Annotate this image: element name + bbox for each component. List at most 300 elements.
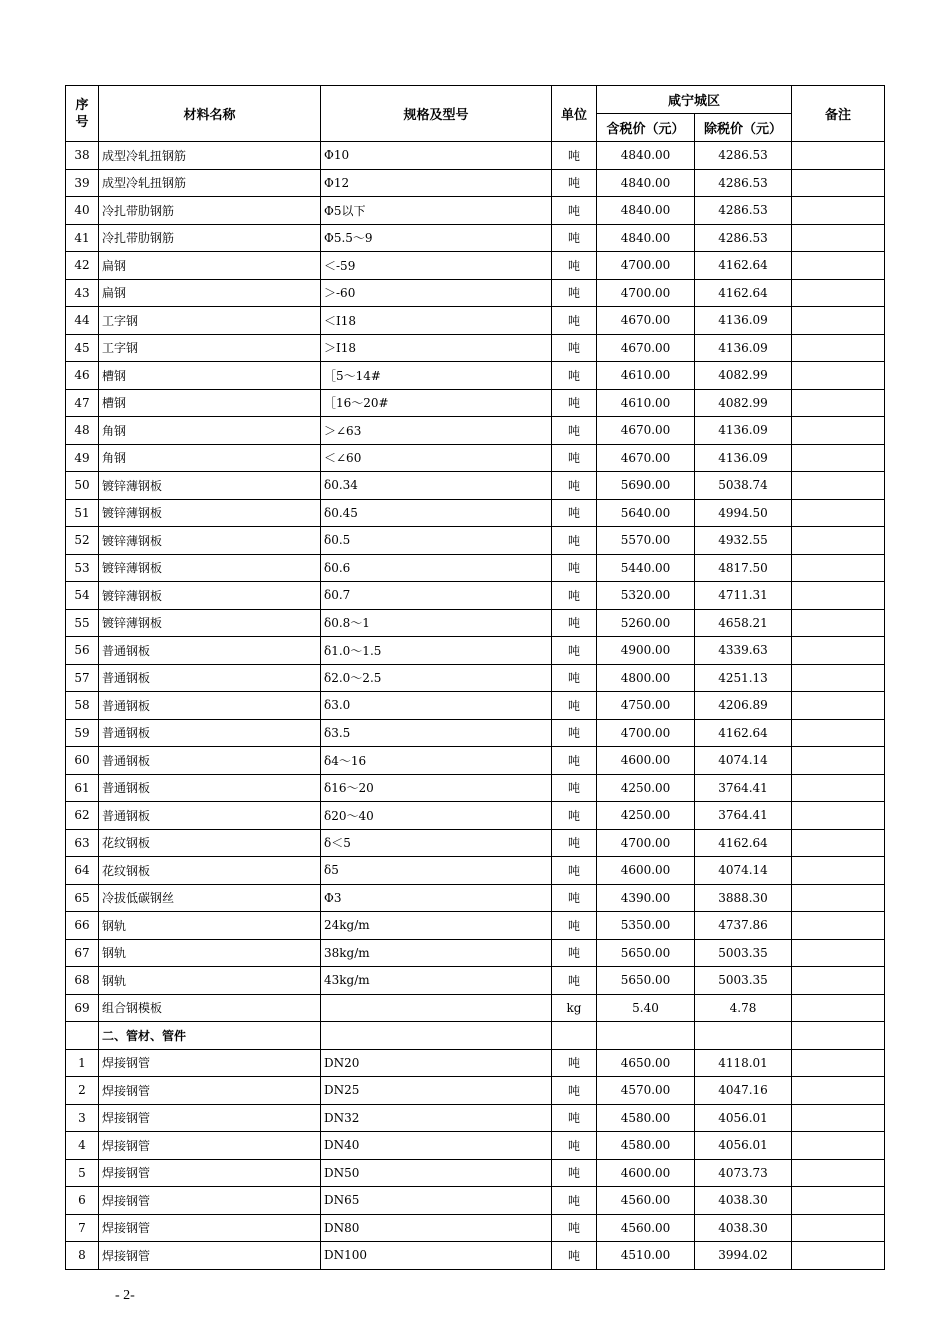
cell-seq: 45 bbox=[66, 334, 99, 362]
cell-price-excl-tax: 4136.09 bbox=[695, 444, 792, 472]
cell-remark bbox=[792, 939, 885, 967]
cell-remark bbox=[792, 967, 885, 995]
cell-price-incl-tax: 5.40 bbox=[597, 994, 695, 1022]
table-row bbox=[66, 774, 885, 802]
header-seq bbox=[66, 86, 99, 142]
cell-remark bbox=[792, 1049, 885, 1077]
cell-spec: ＜Ⅰ18 bbox=[321, 307, 552, 335]
cell-spec: ＞∠63 bbox=[321, 417, 552, 445]
cell-name: 扁钢 bbox=[99, 279, 321, 307]
cell-price-excl-tax: 4932.55 bbox=[695, 527, 792, 555]
table-row bbox=[66, 829, 885, 857]
cell-remark bbox=[792, 1159, 885, 1187]
cell-name: 钢轨 bbox=[99, 939, 321, 967]
cell-price-excl-tax: 4038.30 bbox=[695, 1187, 792, 1215]
table-row bbox=[66, 719, 885, 747]
cell-unit: 吨 bbox=[552, 664, 597, 692]
cell-name: 扁钢 bbox=[99, 252, 321, 280]
cell-seq: 43 bbox=[66, 279, 99, 307]
cell-unit: 吨 bbox=[552, 1104, 597, 1132]
cell-seq: 60 bbox=[66, 747, 99, 775]
cell-remark bbox=[792, 912, 885, 940]
cell-name: 普通钢板 bbox=[99, 774, 321, 802]
table-row bbox=[66, 362, 885, 390]
cell-price-incl-tax: 4510.00 bbox=[597, 1242, 695, 1270]
cell-unit: 吨 bbox=[552, 1077, 597, 1105]
cell-unit: 吨 bbox=[552, 417, 597, 445]
cell-seq: 51 bbox=[66, 499, 99, 527]
cell-remark bbox=[792, 1104, 885, 1132]
cell-spec: ＜∠60 bbox=[321, 444, 552, 472]
cell-name: 焊接钢管 bbox=[99, 1104, 321, 1132]
cell-name: 镀锌薄钢板 bbox=[99, 582, 321, 610]
section-row bbox=[66, 1022, 885, 1050]
cell-name: 焊接钢管 bbox=[99, 1077, 321, 1105]
cell-price-excl-tax: 4286.53 bbox=[695, 224, 792, 252]
cell-price-incl-tax: 4390.00 bbox=[597, 884, 695, 912]
cell-price-excl-tax: 4162.64 bbox=[695, 829, 792, 857]
cell-price-incl-tax: 4700.00 bbox=[597, 279, 695, 307]
cell-price-incl-tax: 4700.00 bbox=[597, 829, 695, 857]
cell-name: 角钢 bbox=[99, 444, 321, 472]
cell-spec: δ20～40 bbox=[321, 802, 552, 830]
cell-price-excl-tax: 4038.30 bbox=[695, 1214, 792, 1242]
cell-remark bbox=[792, 1242, 885, 1270]
cell-seq bbox=[66, 1022, 99, 1050]
cell-price-excl-tax: 4074.14 bbox=[695, 857, 792, 885]
cell-price-incl-tax: 4650.00 bbox=[597, 1049, 695, 1077]
table-row bbox=[66, 637, 885, 665]
cell-price-incl-tax: 4560.00 bbox=[597, 1214, 695, 1242]
cell-spec: δ0.6 bbox=[321, 554, 552, 582]
cell-spec: ＜-59 bbox=[321, 252, 552, 280]
cell-price-excl-tax: 3764.41 bbox=[695, 802, 792, 830]
cell-price-excl-tax: 4286.53 bbox=[695, 142, 792, 170]
cell-price-excl-tax: 5038.74 bbox=[695, 472, 792, 500]
cell-unit: 吨 bbox=[552, 912, 597, 940]
cell-remark bbox=[792, 774, 885, 802]
price-table bbox=[65, 85, 885, 1270]
table-row bbox=[66, 802, 885, 830]
cell-price-incl-tax: 4840.00 bbox=[597, 169, 695, 197]
cell-name: 槽钢 bbox=[99, 362, 321, 390]
cell-spec: Φ10 bbox=[321, 142, 552, 170]
cell-remark bbox=[792, 857, 885, 885]
table-row bbox=[66, 142, 885, 170]
cell-price-excl-tax: 4286.53 bbox=[695, 169, 792, 197]
cell-price-incl-tax bbox=[597, 1022, 695, 1050]
cell-price-excl-tax: 5003.35 bbox=[695, 939, 792, 967]
cell-price-excl-tax: 3888.30 bbox=[695, 884, 792, 912]
cell-price-excl-tax: 4251.13 bbox=[695, 664, 792, 692]
cell-price-incl-tax: 5640.00 bbox=[597, 499, 695, 527]
table-row bbox=[66, 197, 885, 225]
cell-spec: ［16～20# bbox=[321, 389, 552, 417]
cell-remark bbox=[792, 664, 885, 692]
cell-price-incl-tax: 4840.00 bbox=[597, 142, 695, 170]
cell-spec: δ5 bbox=[321, 857, 552, 885]
table-row bbox=[66, 857, 885, 885]
cell-name: 工字钢 bbox=[99, 307, 321, 335]
cell-remark bbox=[792, 169, 885, 197]
cell-unit: 吨 bbox=[552, 252, 597, 280]
cell-price-incl-tax: 4840.00 bbox=[597, 197, 695, 225]
cell-spec: δ3.0 bbox=[321, 692, 552, 720]
cell-remark bbox=[792, 1187, 885, 1215]
cell-price-excl-tax: 3764.41 bbox=[695, 774, 792, 802]
table-row bbox=[66, 994, 885, 1022]
table-row bbox=[66, 472, 885, 500]
cell-price-incl-tax: 4670.00 bbox=[597, 417, 695, 445]
cell-seq: 44 bbox=[66, 307, 99, 335]
cell-price-incl-tax: 5260.00 bbox=[597, 609, 695, 637]
cell-unit: 吨 bbox=[552, 197, 597, 225]
table-row bbox=[66, 1187, 885, 1215]
cell-spec: DN20 bbox=[321, 1049, 552, 1077]
cell-spec: δ0.7 bbox=[321, 582, 552, 610]
cell-price-excl-tax: 4056.01 bbox=[695, 1104, 792, 1132]
cell-price-incl-tax: 5350.00 bbox=[597, 912, 695, 940]
table-row bbox=[66, 692, 885, 720]
cell-price-excl-tax: 4136.09 bbox=[695, 334, 792, 362]
cell-price-incl-tax: 5650.00 bbox=[597, 967, 695, 995]
table-row bbox=[66, 527, 885, 555]
cell-name: 镀锌薄钢板 bbox=[99, 527, 321, 555]
cell-spec: δ2.0～2.5 bbox=[321, 664, 552, 692]
cell-remark bbox=[792, 197, 885, 225]
cell-seq: 6 bbox=[66, 1187, 99, 1215]
cell-unit: 吨 bbox=[552, 1159, 597, 1187]
cell-price-incl-tax: 4840.00 bbox=[597, 224, 695, 252]
table-row bbox=[66, 1242, 885, 1270]
table-row bbox=[66, 664, 885, 692]
cell-spec: δ4～16 bbox=[321, 747, 552, 775]
cell-price-incl-tax: 4600.00 bbox=[597, 747, 695, 775]
cell-price-incl-tax: 5650.00 bbox=[597, 939, 695, 967]
cell-remark bbox=[792, 279, 885, 307]
cell-remark bbox=[792, 362, 885, 390]
cell-remark bbox=[792, 637, 885, 665]
cell-unit: 吨 bbox=[552, 1187, 597, 1215]
cell-price-excl-tax: 4082.99 bbox=[695, 362, 792, 390]
cell-name: 槽钢 bbox=[99, 389, 321, 417]
cell-spec: Φ12 bbox=[321, 169, 552, 197]
cell-name: 工字钢 bbox=[99, 334, 321, 362]
cell-seq: 61 bbox=[66, 774, 99, 802]
table-row bbox=[66, 444, 885, 472]
cell-price-incl-tax: 4610.00 bbox=[597, 362, 695, 390]
cell-name: 镀锌薄钢板 bbox=[99, 609, 321, 637]
cell-remark bbox=[792, 224, 885, 252]
cell-unit: 吨 bbox=[552, 1132, 597, 1160]
cell-spec: ［5～14# bbox=[321, 362, 552, 390]
cell-seq: 53 bbox=[66, 554, 99, 582]
cell-price-excl-tax: 4074.14 bbox=[695, 747, 792, 775]
cell-unit bbox=[552, 1022, 597, 1050]
cell-seq: 64 bbox=[66, 857, 99, 885]
cell-price-incl-tax: 5440.00 bbox=[597, 554, 695, 582]
cell-seq: 46 bbox=[66, 362, 99, 390]
cell-remark bbox=[792, 444, 885, 472]
cell-spec: δ1.0～1.5 bbox=[321, 637, 552, 665]
cell-name: 镀锌薄钢板 bbox=[99, 472, 321, 500]
cell-seq: 39 bbox=[66, 169, 99, 197]
cell-unit: 吨 bbox=[552, 939, 597, 967]
cell-name: 焊接钢管 bbox=[99, 1159, 321, 1187]
cell-price-excl-tax: 4339.63 bbox=[695, 637, 792, 665]
cell-remark bbox=[792, 884, 885, 912]
cell-price-incl-tax: 4900.00 bbox=[597, 637, 695, 665]
cell-unit: 吨 bbox=[552, 224, 597, 252]
table-row bbox=[66, 747, 885, 775]
cell-seq: 67 bbox=[66, 939, 99, 967]
cell-remark bbox=[792, 1077, 885, 1105]
cell-seq: 3 bbox=[66, 1104, 99, 1132]
cell-remark bbox=[792, 582, 885, 610]
table-row bbox=[66, 307, 885, 335]
cell-spec: δ0.34 bbox=[321, 472, 552, 500]
cell-seq: 5 bbox=[66, 1159, 99, 1187]
cell-name: 普通钢板 bbox=[99, 802, 321, 830]
page-number: - 2- bbox=[115, 1288, 135, 1303]
cell-unit: 吨 bbox=[552, 307, 597, 335]
cell-price-incl-tax: 4700.00 bbox=[597, 252, 695, 280]
cell-seq: 54 bbox=[66, 582, 99, 610]
cell-seq: 50 bbox=[66, 472, 99, 500]
cell-remark bbox=[792, 1022, 885, 1050]
cell-seq: 63 bbox=[66, 829, 99, 857]
cell-name: 普通钢板 bbox=[99, 692, 321, 720]
table-row bbox=[66, 252, 885, 280]
cell-price-incl-tax: 4600.00 bbox=[597, 857, 695, 885]
cell-seq: 40 bbox=[66, 197, 99, 225]
cell-spec: DN50 bbox=[321, 1159, 552, 1187]
cell-price-incl-tax: 4670.00 bbox=[597, 334, 695, 362]
cell-seq: 55 bbox=[66, 609, 99, 637]
cell-price-incl-tax: 5690.00 bbox=[597, 472, 695, 500]
cell-spec: ＞Ⅰ18 bbox=[321, 334, 552, 362]
table-row bbox=[66, 912, 885, 940]
cell-seq: 58 bbox=[66, 692, 99, 720]
cell-price-incl-tax: 4670.00 bbox=[597, 444, 695, 472]
cell-spec: δ0.5 bbox=[321, 527, 552, 555]
cell-seq: 47 bbox=[66, 389, 99, 417]
cell-unit: 吨 bbox=[552, 609, 597, 637]
cell-name: 普通钢板 bbox=[99, 664, 321, 692]
cell-seq: 59 bbox=[66, 719, 99, 747]
cell-spec: 38kg/m bbox=[321, 939, 552, 967]
header-unit: 单位 bbox=[552, 86, 597, 142]
cell-unit: 吨 bbox=[552, 884, 597, 912]
cell-name: 成型冷轧扭钢筋 bbox=[99, 142, 321, 170]
cell-price-incl-tax: 4250.00 bbox=[597, 802, 695, 830]
cell-name: 镀锌薄钢板 bbox=[99, 554, 321, 582]
header-region: 咸宁城区 bbox=[597, 86, 792, 114]
table-row bbox=[66, 967, 885, 995]
cell-spec: DN80 bbox=[321, 1214, 552, 1242]
cell-spec: δ0.8～1 bbox=[321, 609, 552, 637]
cell-price-excl-tax: 4136.09 bbox=[695, 307, 792, 335]
cell-price-incl-tax: 4250.00 bbox=[597, 774, 695, 802]
cell-seq: 65 bbox=[66, 884, 99, 912]
cell-name: 焊接钢管 bbox=[99, 1132, 321, 1160]
cell-unit: 吨 bbox=[552, 582, 597, 610]
cell-unit: 吨 bbox=[552, 334, 597, 362]
cell-price-excl-tax bbox=[695, 1022, 792, 1050]
cell-remark bbox=[792, 472, 885, 500]
cell-spec: 24kg/m bbox=[321, 912, 552, 940]
table-row bbox=[66, 1077, 885, 1105]
cell-unit: 吨 bbox=[552, 1214, 597, 1242]
cell-remark bbox=[792, 417, 885, 445]
cell-price-incl-tax: 4610.00 bbox=[597, 389, 695, 417]
cell-price-excl-tax: 4118.01 bbox=[695, 1049, 792, 1077]
cell-unit: 吨 bbox=[552, 747, 597, 775]
table-row bbox=[66, 1049, 885, 1077]
cell-remark bbox=[792, 307, 885, 335]
table-row bbox=[66, 417, 885, 445]
header-remark: 备注 bbox=[792, 86, 885, 142]
table-row bbox=[66, 554, 885, 582]
cell-price-excl-tax: 4737.86 bbox=[695, 912, 792, 940]
cell-price-excl-tax: 4056.01 bbox=[695, 1132, 792, 1160]
cell-price-excl-tax: 4286.53 bbox=[695, 197, 792, 225]
cell-name: 组合钢模板 bbox=[99, 994, 321, 1022]
cell-price-excl-tax: 3994.02 bbox=[695, 1242, 792, 1270]
cell-seq: 48 bbox=[66, 417, 99, 445]
table-row bbox=[66, 582, 885, 610]
cell-price-incl-tax: 4800.00 bbox=[597, 664, 695, 692]
cell-name: 二、管材、管件 bbox=[99, 1022, 321, 1050]
cell-unit: 吨 bbox=[552, 362, 597, 390]
cell-seq: 4 bbox=[66, 1132, 99, 1160]
cell-price-excl-tax: 4162.64 bbox=[695, 252, 792, 280]
header-price-incl-tax: 含税价（元） bbox=[597, 114, 695, 142]
table-row bbox=[66, 884, 885, 912]
cell-name: 钢轨 bbox=[99, 912, 321, 940]
cell-remark bbox=[792, 252, 885, 280]
cell-price-incl-tax: 4750.00 bbox=[597, 692, 695, 720]
cell-name: 普通钢板 bbox=[99, 637, 321, 665]
cell-unit: 吨 bbox=[552, 472, 597, 500]
cell-unit: kg bbox=[552, 994, 597, 1022]
cell-seq: 38 bbox=[66, 142, 99, 170]
cell-spec: Φ3 bbox=[321, 884, 552, 912]
cell-remark bbox=[792, 1132, 885, 1160]
cell-spec: δ0.45 bbox=[321, 499, 552, 527]
cell-price-incl-tax: 5320.00 bbox=[597, 582, 695, 610]
cell-name: 焊接钢管 bbox=[99, 1214, 321, 1242]
cell-seq: 56 bbox=[66, 637, 99, 665]
cell-remark bbox=[792, 692, 885, 720]
header-price-excl-tax: 除税价（元） bbox=[695, 114, 792, 142]
cell-price-incl-tax: 4580.00 bbox=[597, 1104, 695, 1132]
cell-remark bbox=[792, 609, 885, 637]
cell-unit: 吨 bbox=[552, 719, 597, 747]
cell-price-excl-tax: 4082.99 bbox=[695, 389, 792, 417]
cell-name: 焊接钢管 bbox=[99, 1242, 321, 1270]
cell-name: 花纹钢板 bbox=[99, 857, 321, 885]
cell-price-incl-tax: 4570.00 bbox=[597, 1077, 695, 1105]
cell-remark bbox=[792, 554, 885, 582]
cell-unit: 吨 bbox=[552, 829, 597, 857]
cell-remark bbox=[792, 802, 885, 830]
header-name: 材料名称 bbox=[99, 86, 321, 142]
cell-seq: 41 bbox=[66, 224, 99, 252]
cell-remark bbox=[792, 142, 885, 170]
cell-price-excl-tax: 4658.21 bbox=[695, 609, 792, 637]
table-row bbox=[66, 1132, 885, 1160]
cell-remark bbox=[792, 499, 885, 527]
cell-seq: 42 bbox=[66, 252, 99, 280]
cell-price-incl-tax: 4600.00 bbox=[597, 1159, 695, 1187]
cell-price-incl-tax: 5570.00 bbox=[597, 527, 695, 555]
header-spec: 规格及型号 bbox=[321, 86, 552, 142]
cell-name: 普通钢板 bbox=[99, 719, 321, 747]
cell-spec: 43kg/m bbox=[321, 967, 552, 995]
cell-seq: 69 bbox=[66, 994, 99, 1022]
cell-unit: 吨 bbox=[552, 554, 597, 582]
cell-spec: δ3.5 bbox=[321, 719, 552, 747]
cell-unit: 吨 bbox=[552, 499, 597, 527]
cell-unit: 吨 bbox=[552, 774, 597, 802]
cell-price-excl-tax: 4162.64 bbox=[695, 279, 792, 307]
cell-name: 冷拔低碳钢丝 bbox=[99, 884, 321, 912]
cell-name: 普通钢板 bbox=[99, 747, 321, 775]
cell-spec bbox=[321, 1022, 552, 1050]
table-row bbox=[66, 939, 885, 967]
cell-name: 冷扎带肋钢筋 bbox=[99, 224, 321, 252]
cell-unit: 吨 bbox=[552, 857, 597, 885]
cell-price-incl-tax: 4560.00 bbox=[597, 1187, 695, 1215]
cell-remark bbox=[792, 527, 885, 555]
cell-remark bbox=[792, 994, 885, 1022]
cell-name: 花纹钢板 bbox=[99, 829, 321, 857]
cell-price-incl-tax: 4700.00 bbox=[597, 719, 695, 747]
cell-spec: δ16～20 bbox=[321, 774, 552, 802]
cell-price-excl-tax: 4073.73 bbox=[695, 1159, 792, 1187]
cell-unit: 吨 bbox=[552, 637, 597, 665]
cell-name: 钢轨 bbox=[99, 967, 321, 995]
header-seq-bottom: 号 bbox=[75, 114, 89, 130]
cell-price-excl-tax: 4047.16 bbox=[695, 1077, 792, 1105]
table-row bbox=[66, 169, 885, 197]
cell-unit: 吨 bbox=[552, 142, 597, 170]
table-row bbox=[66, 609, 885, 637]
cell-seq: 1 bbox=[66, 1049, 99, 1077]
cell-price-incl-tax: 4580.00 bbox=[597, 1132, 695, 1160]
cell-price-excl-tax: 4711.31 bbox=[695, 582, 792, 610]
cell-spec bbox=[321, 994, 552, 1022]
cell-price-incl-tax: 4670.00 bbox=[597, 307, 695, 335]
cell-spec: DN32 bbox=[321, 1104, 552, 1132]
cell-spec: δ＜5 bbox=[321, 829, 552, 857]
cell-price-excl-tax: 4136.09 bbox=[695, 417, 792, 445]
cell-seq: 62 bbox=[66, 802, 99, 830]
cell-name: 成型冷轧扭钢筋 bbox=[99, 169, 321, 197]
cell-price-excl-tax: 4994.50 bbox=[695, 499, 792, 527]
table-row bbox=[66, 279, 885, 307]
cell-name: 冷扎带肋钢筋 bbox=[99, 197, 321, 225]
cell-unit: 吨 bbox=[552, 692, 597, 720]
cell-seq: 2 bbox=[66, 1077, 99, 1105]
table-body bbox=[66, 142, 885, 1270]
cell-unit: 吨 bbox=[552, 1049, 597, 1077]
cell-seq: 66 bbox=[66, 912, 99, 940]
cell-remark bbox=[792, 829, 885, 857]
cell-remark bbox=[792, 1214, 885, 1242]
cell-unit: 吨 bbox=[552, 1242, 597, 1270]
